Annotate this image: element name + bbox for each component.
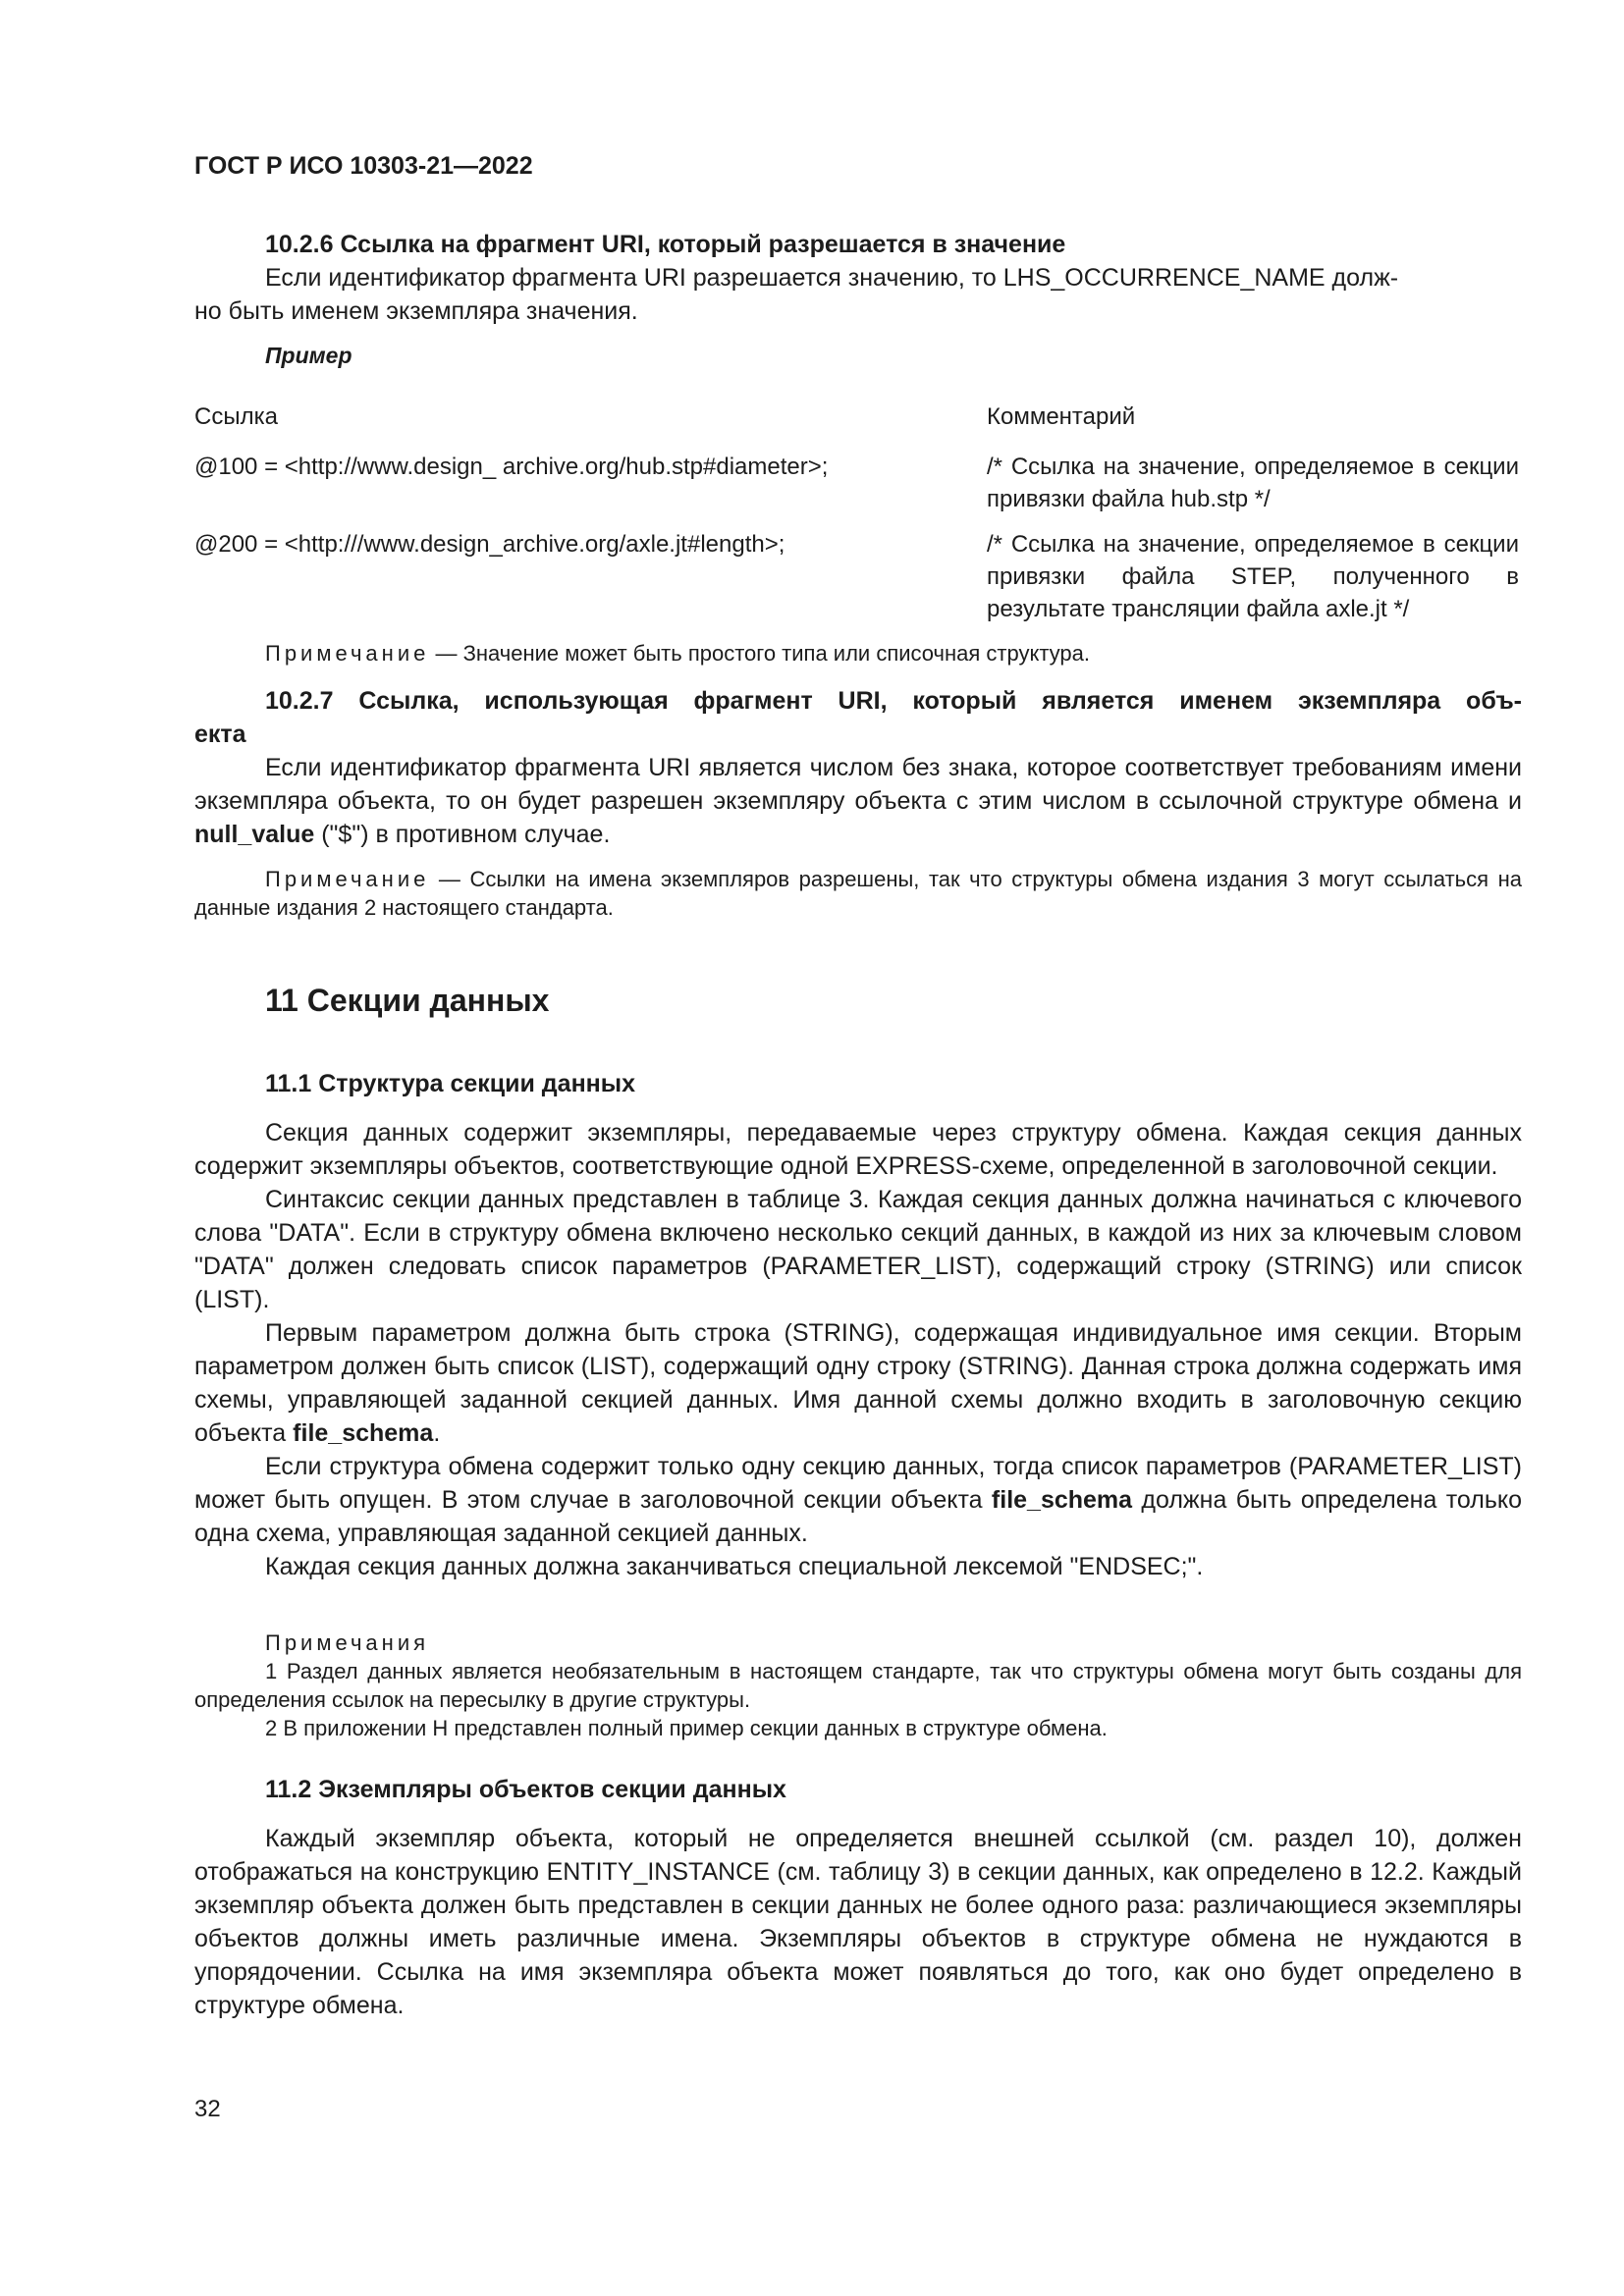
example-label: Пример <box>265 343 352 368</box>
para-11-1-p3-text-b: . <box>433 1419 441 1447</box>
note-10-2-7 <box>194 865 1522 922</box>
para-11-1-p3-text-a: Первым параметром должна быть строка (STRING), содержащая индивидуальное имя секции. Вторым параметром должен быть список (LIST), содержащий одну строку (STRING). Данная строка должна содержать имя схемы, управляющей заданной секцией данных. Имя данной схемы должно входить в заголовочную секцию объекта <box>194 1319 1522 1447</box>
note-text: — Ссылки на имена экземпляров разрешены, так что структуры обмена издания 3 могут ссылаться на данные издания 2 настоящего стандарта. <box>194 867 1522 920</box>
note-11-1-1: 1 Раздел данных является необязательным в настоящем стандарте, так что структуры обмена могут быть созданы для определения ссылок на пересылку в другие структуры. <box>194 1659 1522 1712</box>
para-11-1-p4 <box>194 1450 1522 1550</box>
heading-10-2-7-line2: екта <box>194 721 246 748</box>
file-schema-term: file_schema <box>991 1486 1133 1514</box>
para-10-2-7 <box>194 751 1522 851</box>
standard-title: ГОСТ Р ИСО 10303-21—2022 <box>194 152 533 180</box>
heading-10-2-6: 10.2.6 Ссылка на фрагмент URI, который разрешается в значение <box>265 231 1066 258</box>
para-11-1-p5: Каждая секция данных должна заканчиваться специальной лексемой "ENDSEC;". <box>265 1553 1204 1580</box>
table-row-2-ref: @200 = <http:///www.design_archive.org/axle.jt#length>; <box>194 531 785 558</box>
notes-label: Примечания <box>265 1630 430 1655</box>
para-10-2-6-line1: Если идентификатор фрагмента URI разрешается значению, то LHS_OCCURRENCE_NAME долж- <box>265 264 1399 292</box>
file-schema-term: file_schema <box>293 1419 434 1447</box>
para-11-1-p2: Синтаксис секции данных представлен в таблице 3. Каждая секция данных должна начинаться с ключевого слова "DATA". Если в структуру обмена включено несколько секций данных, в каждой из них за ключевым словом "DATA" должен следовать список параметров (PARAMETER_LIST), содержащий строку (STRING) или список (LIST). <box>194 1186 1522 1313</box>
para-11-1-p4-text-b: должна быть определена только одна схема, управляющая заданной секцией данных. <box>194 1486 1522 1547</box>
heading-section-11: 11 Секции данных <box>265 983 550 1018</box>
note-text: — Значение может быть простого типа или списочная структура. <box>429 641 1090 666</box>
note-label: Примечание <box>265 641 430 666</box>
para-11-1-p1: Секция данных содержит экземпляры, передаваемые через структуру обмена. Каждая секция данных содержит экземпляры объектов, соответствующие одной EXPRESS-схеме, определенной в заголовочной секции. <box>194 1119 1522 1180</box>
para-11-1-p3 <box>194 1316 1522 1450</box>
table-header-ref: Ссылка <box>194 403 278 430</box>
para-11-2: Каждый экземпляр объекта, который не определяется внешней ссылкой (см. раздел 10), должен отображаться на конструкцию ENTITY_INSTANCE (см. таблицу 3) в секции данных, как определено в 12.2. Каждый экземпляр объекта должен быть представлен в секции данных не более одного раза: различающиеся экземпляры объектов должны иметь различные имена. Экземпляры объектов в структуре обмена не нуждаются в упорядочении. Ссылка на имя экземпляра объекта может появляться до того, как оно будет определено в структуре обмена. <box>194 1825 1522 2019</box>
heading-11-2: 11.2 Экземпляры объектов секции данных <box>265 1776 786 1803</box>
table-row-1-comment: /* Ссылка на значение, определяемое в секции привязки файла hub.stp */ <box>987 454 1519 512</box>
note-11-1-2: 2 В приложении Н представлен полный пример секции данных в структуре обмена. <box>265 1716 1108 1740</box>
para-10-2-7-text-a: Если идентификатор фрагмента URI является числом без знака, которое соответствует требованиям имени экземпляра объекта, то он будет разрешен экземпляру объекта с этим числом в ссылочной структуре обмена и <box>194 754 1522 815</box>
note-10-2-6 <box>265 639 1522 667</box>
table-header-comment: Комментарий <box>987 403 1136 430</box>
para-11-1-p4-text-a: Если структура обмена содержит только одну секцию данных, тогда список параметров (PARAMETER_LIST) может быть опущен. В этом случае в заголовочной секции объекта <box>194 1453 1522 1514</box>
heading-10-2-7-line1: 10.2.7 Ссылка, использующая фрагмент URI, который является именем экземпляра объ- <box>265 687 1522 715</box>
para-10-2-7-text-b: ("$") в противном случае. <box>314 821 611 848</box>
notes-11-1 <box>194 1629 1522 1742</box>
table-row-1-ref: @100 = <http://www.design_ archive.org/hub.stp#diameter>; <box>194 454 829 480</box>
heading-11-1: 11.1 Структура секции данных <box>265 1070 636 1097</box>
page-number: 32 <box>194 2096 221 2122</box>
note-label: Примечание <box>265 867 430 891</box>
para-10-2-6-line2: но быть именем экземпляра значения. <box>194 297 638 325</box>
null-value-term: null_value <box>194 821 315 848</box>
section-11-1-body <box>194 1116 1522 1583</box>
table-row-2-comment: /* Ссылка на значение, определяемое в секции привязки файла STEP, полученного в результате трансляции файла axle.jt */ <box>987 531 1519 622</box>
